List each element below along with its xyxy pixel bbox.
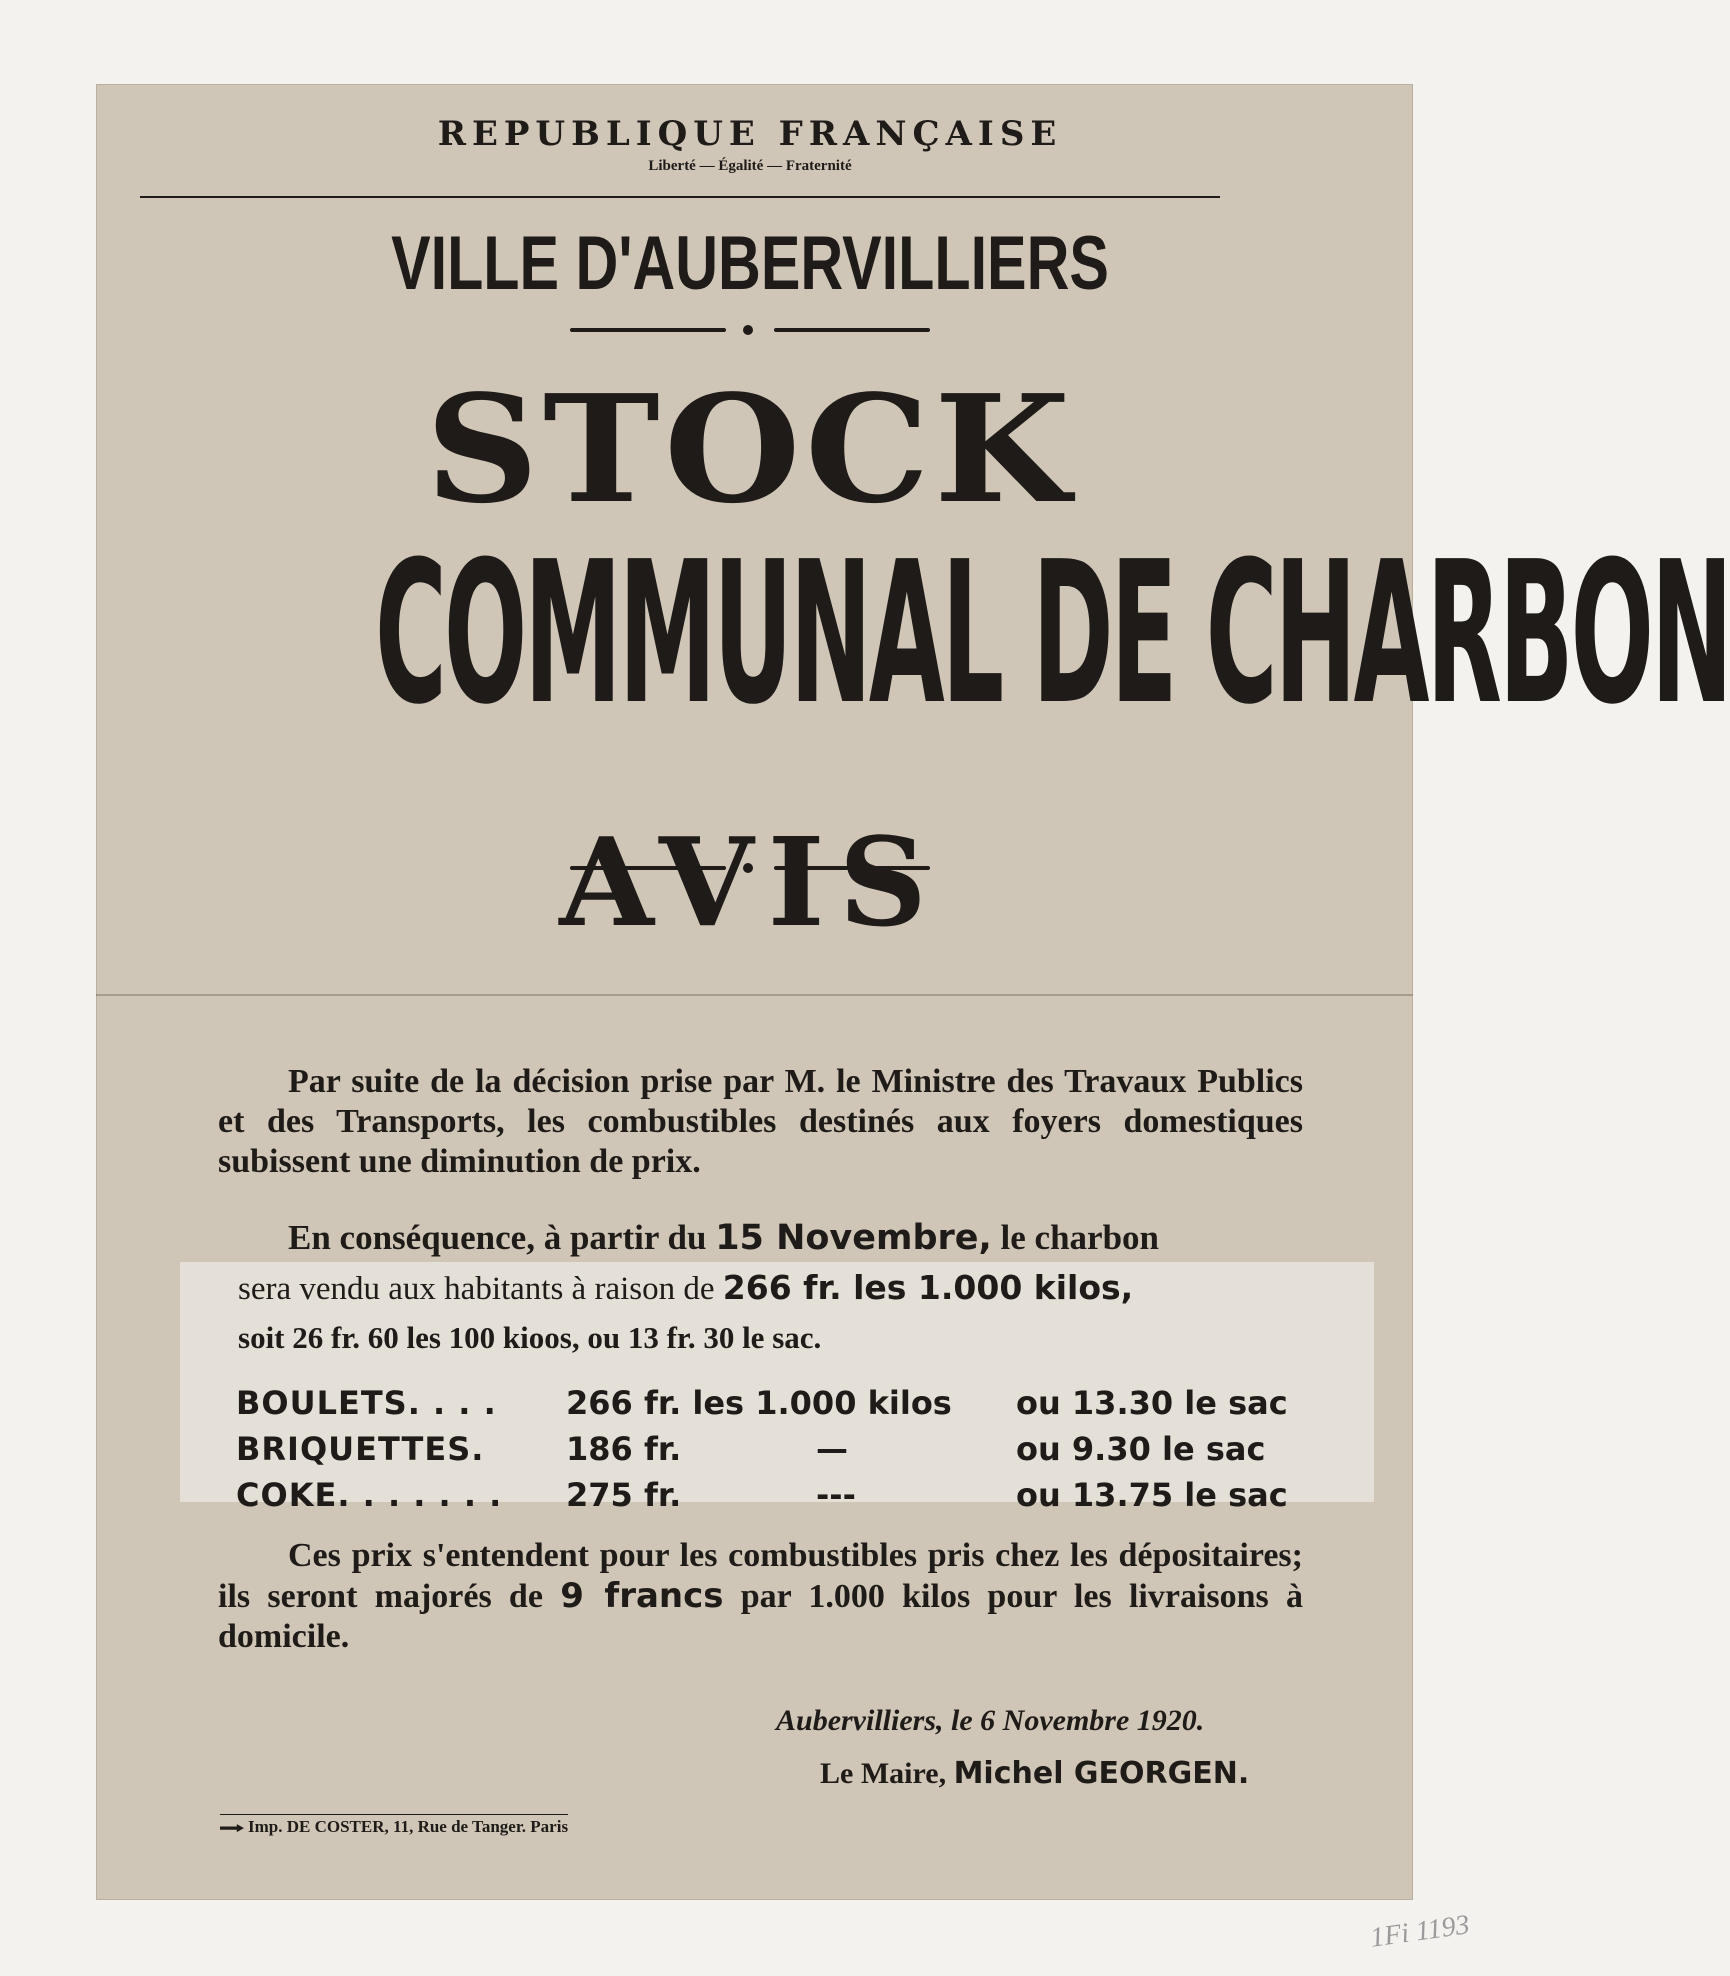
header-rule xyxy=(140,196,1220,198)
archive-reference: 1Fi 1193 xyxy=(1368,1909,1472,1954)
notice-heading: AVIS xyxy=(559,810,941,954)
price-per-bag: ou 13.30 le sac xyxy=(1016,1384,1288,1422)
price-per-bag: ou 13.75 le sac xyxy=(1016,1476,1288,1514)
product-name: BOULETS. . . . xyxy=(236,1384,497,1422)
signature-mayor: Le Maire, Michel GEORGEN. xyxy=(820,1756,1250,1791)
price-per-bag: ou 9.30 le sac xyxy=(1016,1430,1266,1468)
republic-motto: Liberté — Égalité — Fraternité xyxy=(648,158,852,174)
ditto-mark: — xyxy=(816,1430,848,1468)
mayor-name: Michel GEORGEN. xyxy=(953,1756,1250,1791)
price-per-ton: 186 fr. xyxy=(566,1430,682,1468)
price-per-ton: 266 fr. les 1.000 kilos, xyxy=(722,1268,1134,1307)
pointing-hand-icon xyxy=(220,1824,244,1832)
signature-place-date: Aubervilliers, le 6 Novembre 1920. xyxy=(776,1704,1205,1737)
title-stock: STOCK xyxy=(425,362,1075,536)
product-name: BRIQUETTES. xyxy=(236,1430,485,1468)
paragraph-consequence: En conséquence, à partir du 15 Novembre, le charbon xyxy=(288,1218,1160,1258)
fold-line xyxy=(96,994,1413,996)
delivery-surcharge: 9 francs xyxy=(560,1576,724,1616)
price-per-ton: 266 fr. les 1.000 kilos xyxy=(566,1384,952,1422)
ditto-mark: --- xyxy=(816,1476,856,1514)
price-per-ton: 275 fr. xyxy=(566,1476,682,1514)
slip-line-1: sera vendu aux habitants à raison de 266 fr. les 1.000 kilos, xyxy=(238,1268,1134,1307)
city-heading: VILLE D'AUBERVILLIERS xyxy=(391,221,1109,306)
paragraph-decision: Par suite de la décision prise par M. le Ministre des Travaux Publics et des Transports, les combustibles destinés aux foyers domestiques subissent une diminution de prix. xyxy=(218,1063,1303,1180)
printer-credit: Imp. DE COSTER, 11, Rue de Tanger. Paris xyxy=(220,1814,568,1837)
paragraph-delivery: Ces prix s'entendent pour les combustibles pris chez les dépositaires; ils seront majorés de 9 francs par 1.000 kilos pour les livraisons à domicile. xyxy=(218,1537,1304,1655)
ornament-divider xyxy=(570,324,930,336)
republic-heading: REPUBLIQUE FRANÇAISE xyxy=(437,114,1063,154)
slip-line-2: soit 26 fr. 60 les 100 kioos, ou 13 fr. 30 le sac. xyxy=(238,1320,822,1355)
start-date: 15 Novembre, xyxy=(715,1218,992,1258)
product-name: COKE. . . . . . . xyxy=(236,1476,503,1514)
title-communal: COMMUNAL DE CHARBON xyxy=(375,520,1730,748)
